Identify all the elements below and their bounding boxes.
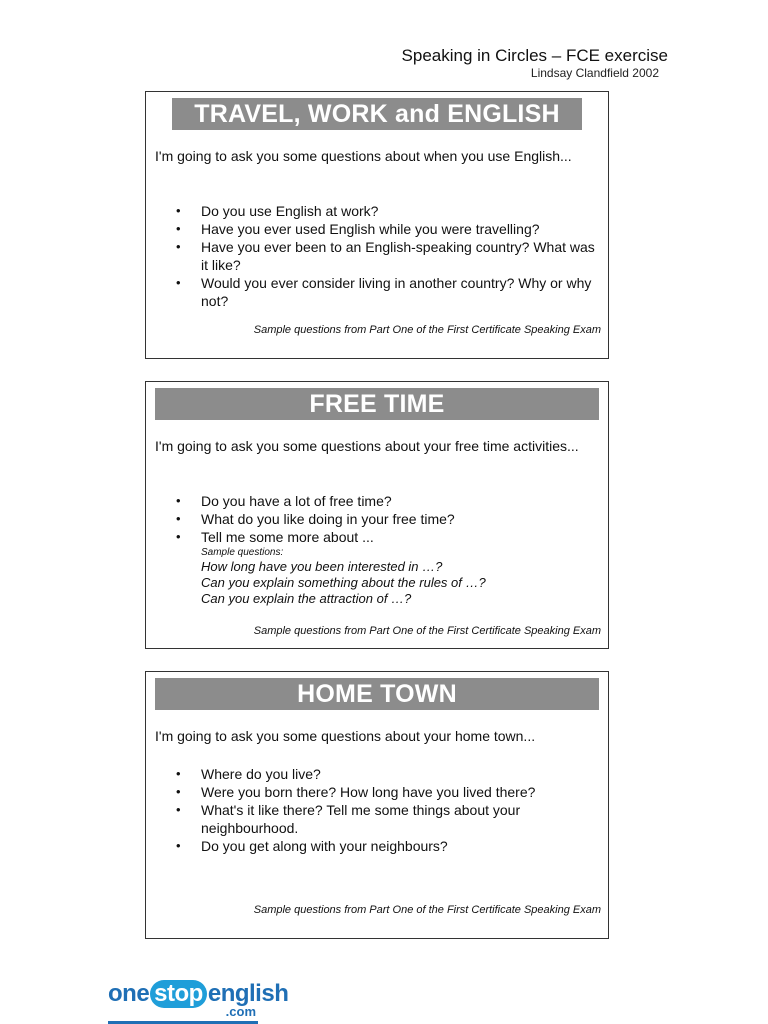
logo-part-english: english <box>207 980 289 1007</box>
bullet-icon: • <box>176 766 181 781</box>
bullet-icon: • <box>176 784 181 799</box>
list-item <box>155 765 596 783</box>
bullet-icon: • <box>176 529 181 544</box>
list-item <box>155 837 596 855</box>
question-text: Do you get along with your neighbours? <box>201 838 448 854</box>
card-free-time <box>145 381 609 649</box>
card-footnote: Sample questions from Part One of the First Certificate Speaking Exam <box>253 324 601 336</box>
list-item <box>155 238 596 274</box>
bullet-icon: • <box>176 275 181 290</box>
bullet-icon: • <box>176 239 181 254</box>
question-list <box>155 202 596 310</box>
list-item <box>155 274 596 310</box>
list-item <box>155 783 596 801</box>
logo-wordmark <box>108 980 288 1008</box>
card-banner: FREE TIME <box>155 388 599 420</box>
list-item <box>155 801 596 837</box>
logo-part-stop: stop <box>150 980 207 1008</box>
list-item <box>155 492 596 510</box>
question-text: Were you born there? How long have you lived there? <box>201 784 536 800</box>
header-title: Speaking in Circles – FCE exercise <box>401 46 668 65</box>
list-item <box>155 202 596 220</box>
card-footnote: Sample questions from Part One of the First Certificate Speaking Exam <box>253 904 601 916</box>
bullet-icon: • <box>176 838 181 853</box>
question-text: What's it like there? Tell me some things about your neighbourhood. <box>201 802 521 836</box>
question-list <box>155 492 596 607</box>
question-list <box>155 765 596 855</box>
logo-part-one: one <box>108 980 150 1007</box>
list-item <box>155 528 596 607</box>
card-banner: TRAVEL, WORK and ENGLISH <box>172 98 582 130</box>
question-text: Do you have a lot of free time? <box>201 493 392 509</box>
question-text: Do you use English at work? <box>201 203 379 219</box>
card-banner: HOME TOWN <box>155 678 599 710</box>
card-intro: I'm going to ask you some questions about when you use English... <box>155 148 572 164</box>
question-text: What do you like doing in your free time? <box>201 511 455 527</box>
question-text: Would you ever consider living in another country? Why or why not? <box>201 275 592 309</box>
card-travel-work-english <box>145 91 609 359</box>
logo-domain-suffix: .com <box>225 1004 256 1019</box>
card-footnote: Sample questions from Part One of the First Certificate Speaking Exam <box>253 625 601 637</box>
card-intro: I'm going to ask you some questions about your home town... <box>155 728 536 744</box>
sample-question: Can you explain the attraction of …? <box>201 591 412 606</box>
list-item <box>155 510 596 528</box>
header-author: Lindsay Clandfield 2002 <box>530 66 659 80</box>
bullet-icon: • <box>176 511 181 526</box>
question-text: Have you ever used English while you were travelling? <box>201 221 540 237</box>
bullet-icon: • <box>176 221 181 236</box>
sample-question: How long have you been interested in …? <box>201 559 443 574</box>
card-home-town <box>145 671 609 939</box>
question-text: Tell me some more about ... <box>201 529 374 545</box>
card-intro: I'm going to ask you some questions about your free time activities... <box>155 438 579 454</box>
onestopenglish-logo[interactable] <box>108 978 289 1024</box>
sample-questions-label: Sample questions: <box>201 547 284 558</box>
list-item <box>155 220 596 238</box>
bullet-icon: • <box>176 493 181 508</box>
bullet-icon: • <box>176 203 181 218</box>
bullet-icon: • <box>176 802 181 817</box>
sample-question: Can you explain something about the rules of …? <box>201 575 486 590</box>
question-text: Where do you live? <box>201 766 321 782</box>
question-text: Have you ever been to an English-speaking country? What was it like? <box>201 239 595 273</box>
